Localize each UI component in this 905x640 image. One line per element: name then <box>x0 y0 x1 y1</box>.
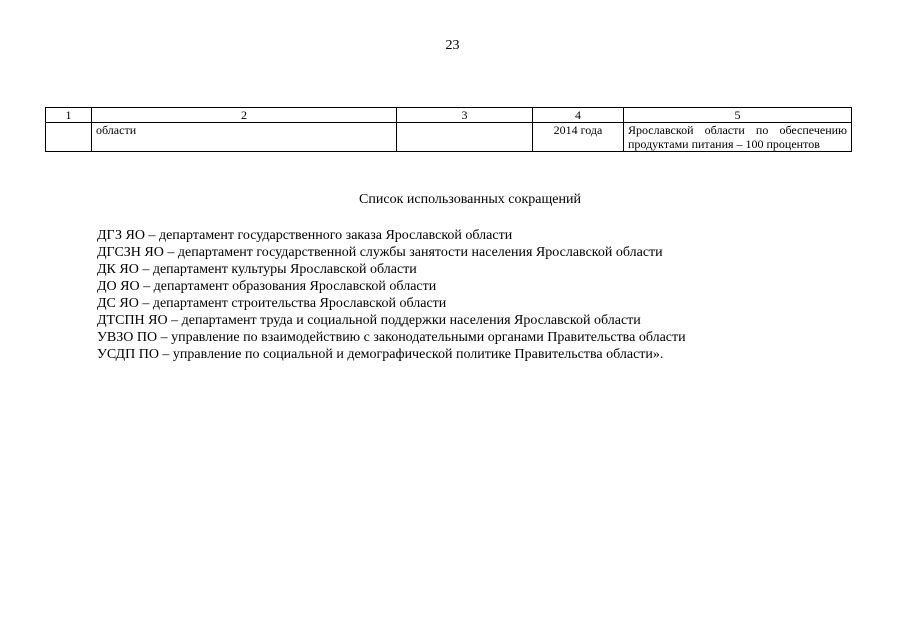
table-header-cell: 2 <box>92 108 397 123</box>
table-row <box>46 123 852 152</box>
table-header-cell: 4 <box>533 108 624 123</box>
table-header-cell: 1 <box>46 108 92 123</box>
table-cell <box>46 123 92 152</box>
abbreviation-list <box>97 227 686 363</box>
table-cell: 2014 года <box>533 123 624 152</box>
list-item: УВЗО ПО – управление по взаимодействию с законодательными органами Правительства области <box>97 330 686 345</box>
table-header-cell: 5 <box>624 108 852 123</box>
list-item: ДГСЗН ЯО – департамент государственной службы занятости населения Ярославской области <box>97 245 663 260</box>
list-item: УСДП ПО – управление по социальной и демографической политике Правительства области». <box>97 347 664 362</box>
list-item: ДГЗ ЯО – департамент государственного заказа Ярославской области <box>97 228 513 243</box>
data-table <box>45 107 852 152</box>
table-header-row <box>46 108 852 123</box>
section-title: Список использованных сокращений <box>359 192 581 207</box>
list-item: ДО ЯО – департамент образования Ярославской области <box>97 279 437 294</box>
table-cell <box>397 123 533 152</box>
table-cell: области <box>92 123 397 152</box>
page-number: 23 <box>445 38 460 53</box>
list-item: ДС ЯО – департамент строительства Ярославской области <box>97 296 447 311</box>
list-item: ДТСПН ЯО – департамент труда и социальной поддержки населения Ярославской области <box>97 313 641 328</box>
list-item: ДК ЯО – департамент культуры Ярославской области <box>97 262 417 277</box>
table-cell: Ярославской области по обеспечению продуктами питания – 100 процентов <box>624 123 852 152</box>
table-header-cell: 3 <box>397 108 533 123</box>
